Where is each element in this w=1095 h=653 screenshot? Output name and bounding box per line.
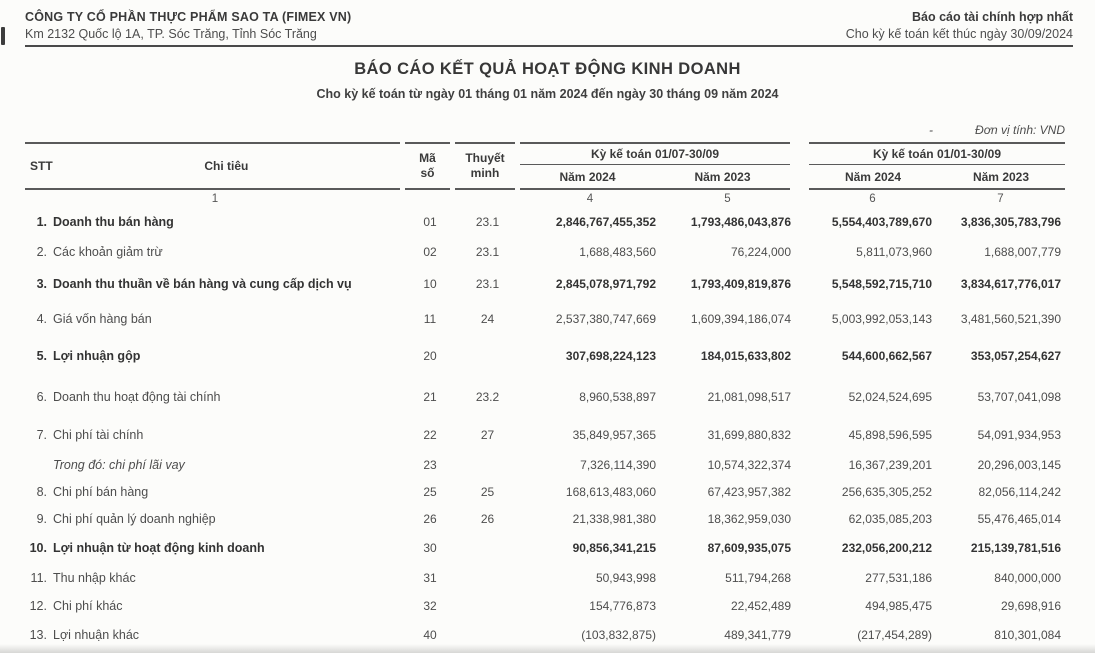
header-thuyet-minh (455, 142, 515, 190)
header-chi-tieu: Chi tiêu (204, 159, 249, 173)
table-row (25, 478, 1065, 505)
row-number: 8. (36, 484, 47, 499)
row-number: 13. (29, 627, 47, 642)
row-label (25, 277, 405, 291)
row-label (25, 245, 405, 259)
table-row (25, 302, 1065, 336)
row-value-q3-2023: 76,224,000 (730, 244, 791, 259)
letterhead-right (846, 10, 1073, 41)
colnum-gap (795, 190, 809, 207)
row-value-q3-2023: 1,609,394,186,074 (690, 312, 791, 326)
page-title: BÁO CÁO KẾT QUẢ HOẠT ĐỘNG KINH DOANH (354, 60, 741, 78)
row-value-ytd-2024: 277,531,186 (865, 571, 932, 585)
table-row (25, 505, 1065, 532)
header-q3-2024: Năm 2024 (559, 169, 616, 184)
row-value-ytd-2023: 353,057,254,627 (970, 348, 1061, 363)
row-label-text: Giá vốn hàng bán (53, 312, 152, 326)
company-name: CÔNG TY CỔ PHẦN THỰC PHẨM SAO TA (FIMEX VN) (25, 10, 352, 24)
row-label (25, 349, 405, 363)
row-value-q3-2024: 35,849,957,365 (572, 427, 656, 442)
colnum-5: 5 (724, 192, 731, 205)
row-ma-so: 23 (423, 457, 437, 472)
row-value-ytd-2024: 45,898,596,595 (848, 427, 932, 442)
row-value-ytd-2023: 3,834,617,776,017 (960, 277, 1061, 291)
row-value-q3-2024: 1,688,483,560 (579, 244, 656, 259)
header-thuyet-minh-line2: minh (470, 166, 500, 180)
table-body (25, 207, 1065, 649)
header-thuyet-minh-line1: Thuyết (465, 151, 505, 165)
row-value-q3-2023: 21,081,098,517 (707, 389, 791, 404)
row-label-text: Các khoản giảm trừ (53, 244, 163, 259)
table-row (25, 237, 1065, 266)
row-label (25, 390, 405, 404)
table-row (25, 564, 1065, 592)
row-value-ytd-2023: 1,688,007,779 (984, 244, 1061, 259)
header-gap (795, 142, 809, 190)
row-number: 12. (29, 599, 47, 613)
row-ma-so: 22 (423, 427, 437, 442)
table-row (25, 592, 1065, 620)
row-value-q3-2023: 1,793,409,819,876 (690, 277, 791, 291)
row-ma-so: 20 (423, 348, 437, 363)
unit-note-dash: - (929, 123, 934, 137)
row-value-q3-2024: 154,776,873 (589, 599, 656, 613)
colnum-6: 6 (869, 192, 876, 205)
row-thuyet-minh: 23.1 (475, 244, 500, 259)
income-statement-table (25, 142, 1065, 649)
row-label-text: Doanh thu thuần về bán hàng và cung cấp dịch vụ (53, 277, 352, 291)
row-value-q3-2024: 50,943,998 (595, 571, 656, 585)
table-row (25, 418, 1065, 451)
row-thuyet-minh: 25 (480, 484, 495, 499)
row-number: 2. (36, 244, 47, 259)
header-ma-so-line2: số (420, 166, 435, 180)
row-label-text: Chi phí bán hàng (53, 484, 149, 499)
row-number: 3. (36, 277, 47, 291)
row-label-text: Lợi nhuận gộp (53, 348, 141, 363)
header-ytd-2023: Năm 2023 (972, 169, 1030, 184)
row-thuyet-minh: 23.2 (475, 389, 500, 404)
column-number-row (25, 190, 1065, 207)
scan-bottom-edge (0, 644, 1095, 653)
row-label (25, 571, 405, 585)
row-number: 6. (36, 389, 47, 404)
scan-artifact (1, 27, 5, 45)
row-label (25, 541, 405, 555)
row-value-ytd-2024: 544,600,662,567 (841, 348, 932, 363)
row-value-ytd-2023: 20,296,003,145 (977, 457, 1061, 472)
letterhead (25, 10, 1073, 47)
row-value-ytd-2024: (217,454,289) (857, 627, 932, 642)
row-value-ytd-2024: 494,985,475 (865, 599, 932, 613)
row-value-q3-2023: 1,793,486,043,876 (690, 215, 791, 229)
header-ma-so (405, 142, 450, 190)
row-value-ytd-2024: 52,024,524,695 (848, 389, 932, 404)
row-label-text: Lợi nhuận từ hoạt động kinh doanh (53, 541, 265, 555)
table-header (25, 142, 1065, 190)
header-group-ytd-title: Kỳ kế toán 01/01-30/09 (809, 144, 1065, 165)
row-value-ytd-2023: 54,091,934,953 (977, 427, 1061, 442)
row-label (25, 599, 405, 613)
row-value-q3-2023: 31,699,880,832 (707, 427, 791, 442)
row-label-text: Trong đó: chi phí lãi vay (53, 457, 185, 472)
row-value-ytd-2024: 5,554,403,789,670 (831, 215, 932, 229)
row-ma-so: 25 (423, 484, 437, 499)
row-ma-so: 31 (423, 571, 437, 585)
table-row (25, 266, 1065, 302)
row-label-text: Chi phí tài chính (53, 427, 144, 442)
row-value-ytd-2023: 840,000,000 (994, 571, 1061, 585)
header-group-q3-title: Kỳ kế toán 01/07-30/09 (520, 144, 790, 165)
table-row (25, 532, 1065, 564)
row-value-ytd-2023: 82,056,114,242 (978, 484, 1061, 499)
row-value-ytd-2023: 810,301,084 (994, 627, 1061, 642)
header-stt-chitieu (25, 142, 400, 190)
row-value-ytd-2024: 5,548,592,715,710 (831, 277, 932, 291)
colnum-1: 1 (211, 192, 219, 205)
row-ma-so: 11 (423, 312, 437, 326)
row-value-q3-2023: 184,015,633,802 (700, 348, 791, 363)
table-row (25, 336, 1065, 375)
header-stt: STT (30, 159, 53, 173)
report-type: Báo cáo tài chính hợp nhất (912, 10, 1073, 24)
row-value-q3-2024: 2,845,078,971,792 (555, 277, 656, 291)
row-value-ytd-2023: 215,139,781,516 (970, 541, 1061, 555)
header-group-q3 (520, 142, 790, 190)
row-number: 9. (36, 511, 47, 526)
colnum-maso (405, 190, 455, 207)
row-value-q3-2024: 168,613,483,060 (565, 484, 656, 499)
row-value-ytd-2024: 62,035,085,203 (848, 511, 932, 526)
row-ma-so: 02 (423, 244, 437, 259)
row-ma-so: 10 (423, 277, 437, 291)
table-row (25, 207, 1065, 237)
page-subtitle: Cho kỳ kế toán từ ngày 01 tháng 01 năm 2024 đến ngày 30 tháng 09 năm 2024 (316, 87, 779, 101)
colnum-7: 7 (997, 192, 1004, 205)
header-ma-so-line1: Mã (419, 151, 436, 165)
row-value-q3-2024: 21,338,981,380 (572, 511, 656, 526)
row-label-text: Doanh thu hoạt động tài chính (53, 389, 221, 404)
row-value-ytd-2024: 16,367,239,201 (848, 457, 932, 472)
row-value-q3-2023: 67,423,957,382 (707, 484, 791, 499)
row-value-ytd-2024: 256,635,305,252 (841, 484, 932, 499)
row-value-q3-2024: 90,856,341,215 (572, 541, 656, 555)
row-ma-so: 32 (423, 599, 437, 613)
row-label (25, 485, 405, 499)
row-label (25, 512, 405, 526)
report-period-end: Cho kỳ kế toán kết thúc ngày 30/09/2024 (845, 27, 1073, 41)
row-ma-so: 01 (423, 215, 437, 229)
header-q3-2023: Năm 2023 (694, 169, 751, 184)
row-value-ytd-2024: 5,003,992,053,143 (831, 312, 932, 326)
row-value-ytd-2023: 3,836,305,783,796 (960, 215, 1061, 229)
unit-note (929, 123, 1065, 137)
row-thuyet-minh: 24 (480, 312, 495, 326)
row-label (25, 458, 405, 472)
row-label (25, 628, 405, 642)
letterhead-left (25, 10, 351, 41)
row-value-q3-2024: 8,960,538,897 (579, 389, 656, 404)
row-label-text: Chi phí khác (53, 599, 123, 613)
row-value-q3-2024: 2,537,380,747,669 (555, 312, 656, 326)
row-value-q3-2023: 22,452,489 (730, 599, 791, 613)
row-thuyet-minh: 26 (480, 511, 495, 526)
row-value-q3-2023: 10,574,322,374 (707, 457, 791, 472)
row-value-ytd-2024: 232,056,200,212 (841, 541, 932, 555)
row-value-ytd-2023: 55,476,465,014 (977, 511, 1061, 526)
row-label-text: Thu nhập khác (53, 571, 136, 585)
row-label-text: Doanh thu bán hàng (53, 215, 174, 229)
row-number: 10. (29, 541, 47, 555)
row-value-ytd-2023: 29,698,916 (1000, 599, 1061, 613)
row-ma-so: 30 (423, 541, 437, 555)
header-group-ytd (809, 142, 1065, 190)
row-number: 4. (36, 312, 47, 326)
row-label (25, 428, 405, 442)
table-row (25, 375, 1065, 418)
row-number: 5. (36, 348, 47, 363)
row-value-q3-2024: 307,698,224,123 (565, 348, 656, 363)
row-ma-so: 40 (423, 627, 437, 642)
row-label (25, 312, 405, 326)
row-value-q3-2024: 7,326,114,390 (580, 457, 656, 472)
row-number: 11. (30, 571, 47, 585)
colnum-4: 4 (586, 192, 594, 205)
row-value-q3-2023: 18,362,959,030 (707, 511, 791, 526)
row-value-ytd-2024: 5,811,073,960 (856, 244, 932, 259)
row-number: 7. (36, 427, 47, 442)
row-value-q3-2023: 511,794,268 (725, 571, 791, 585)
row-label-text: Lợi nhuận khác (53, 627, 140, 642)
company-address: Km 2132 Quốc lộ 1A, TP. Sóc Trăng, Tỉnh Sóc Trăng (25, 27, 317, 41)
row-thuyet-minh: 23.1 (475, 277, 500, 291)
unit-note-text: Đơn vị tính: VND (975, 123, 1065, 137)
row-value-ytd-2023: 3,481,560,521,390 (960, 312, 1061, 326)
row-label (25, 215, 405, 229)
row-ma-so: 26 (423, 511, 437, 526)
table-row (25, 451, 1065, 478)
row-value-q3-2024: (103,832,875) (581, 627, 656, 642)
row-label-text: Chi phí quản lý doanh nghiệp (53, 511, 216, 526)
header-ytd-2024: Năm 2024 (844, 169, 902, 184)
row-ma-so: 21 (423, 389, 437, 404)
row-thuyet-minh: 27 (480, 427, 495, 442)
colnum-thuyetminh (455, 190, 520, 207)
row-value-q3-2023: 489,341,779 (724, 627, 791, 642)
row-thuyet-minh: 23.1 (475, 215, 500, 229)
row-value-q3-2024: 2,846,767,455,352 (555, 215, 656, 229)
row-value-ytd-2023: 53,707,041,098 (977, 389, 1061, 404)
row-value-q3-2023: 87,609,935,075 (707, 541, 791, 555)
row-number: 1. (36, 215, 47, 229)
